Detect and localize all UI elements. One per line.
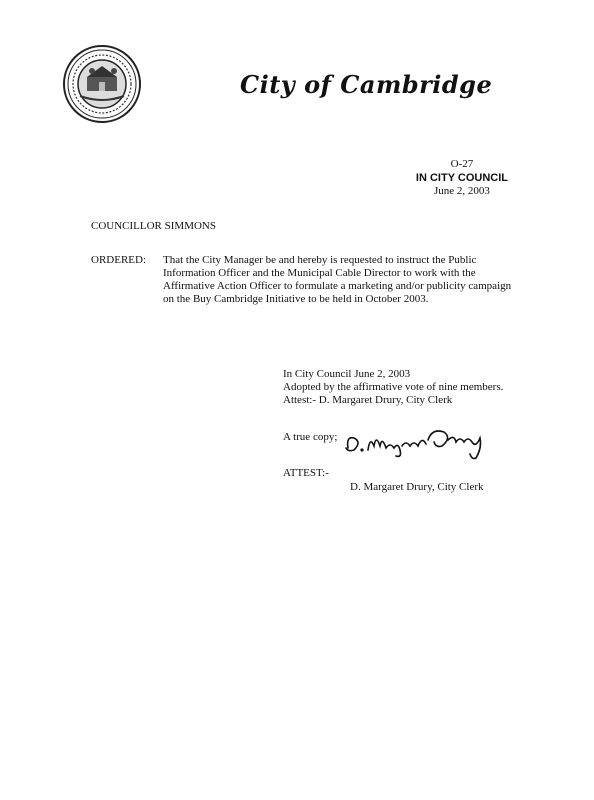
- city-title: City of Cambridge: [240, 70, 493, 99]
- adoption-record: [283, 368, 503, 407]
- order-line: Information Officer and the Municipal Cable Director to work with the: [163, 267, 476, 279]
- adoption-line: In City Council June 2, 2003: [283, 368, 411, 380]
- city-seal-icon: [62, 44, 142, 124]
- adoption-line: Adopted by the affirmative vote of nine members.: [283, 381, 504, 393]
- council-heading: IN CITY COUNCIL: [415, 171, 508, 184]
- order-number: O-27: [450, 158, 474, 170]
- adoption-line: Attest:- D. Margaret Drury, City Clerk: [283, 394, 453, 406]
- clerk-signature: [340, 418, 500, 460]
- order-line: Affirmative Action Officer to formulate a marketing and/or publicity campaign: [163, 280, 512, 292]
- true-copy-label: A true copy;: [283, 431, 338, 443]
- order-date: June 2, 2003: [434, 185, 490, 197]
- order-text: [163, 254, 512, 306]
- councillor-sponsor: COUNCILLOR SIMMONS: [91, 220, 216, 232]
- order-line: That the City Manager be and hereby is requested to instruct the Public: [163, 254, 477, 266]
- ordered-label: ORDERED:: [91, 254, 146, 266]
- attest-label: ATTEST:-: [283, 467, 329, 479]
- order-reference: [416, 158, 508, 199]
- order-line: on the Buy Cambridge Initiative to be held in October 2003.: [163, 293, 429, 305]
- attest-clerk-name: D. Margaret Drury, City Clerk: [350, 481, 484, 493]
